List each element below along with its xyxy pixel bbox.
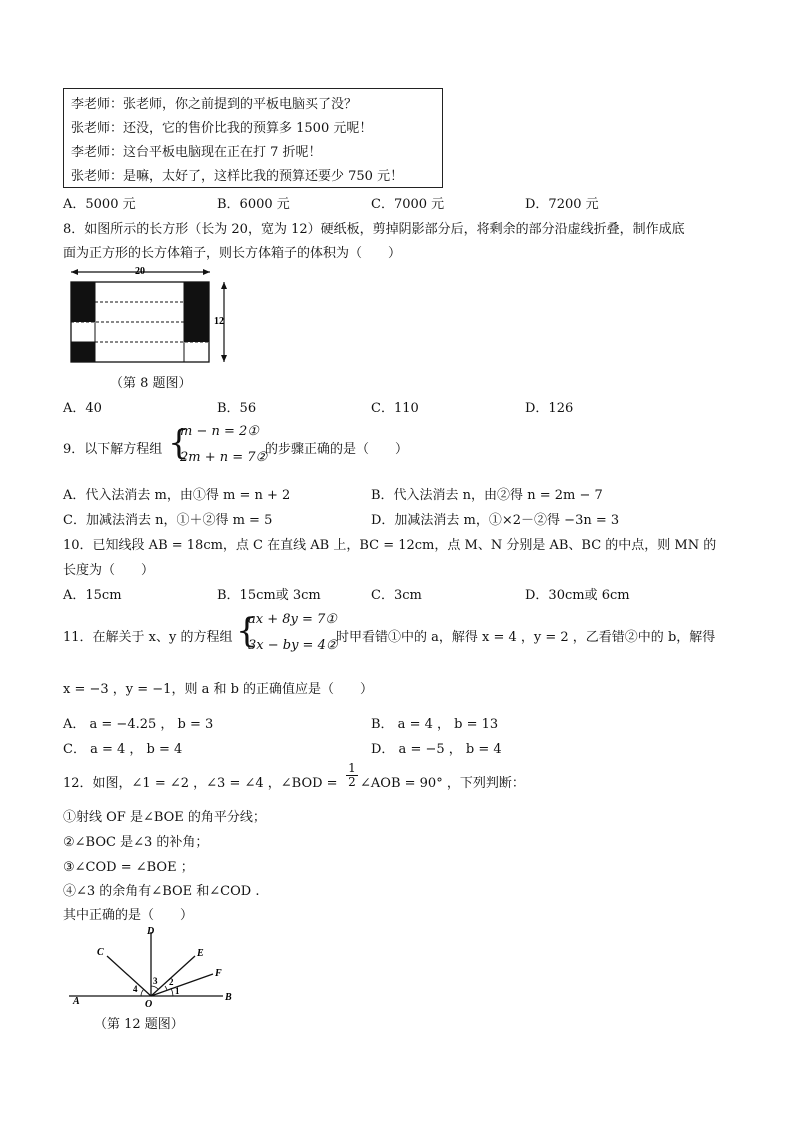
q8-figure <box>63 264 243 372</box>
q11-stem-line2: x = −3 ，y = −1，则 a 和 b 的正确值应是（ ） <box>63 682 374 697</box>
q12-figure <box>63 922 243 1016</box>
fraction <box>346 762 358 789</box>
q12-stem-prefix: 12．如图，∠1 = ∠2 ，∠3 = ∠4 ，∠BOD = <box>63 776 338 791</box>
dialog-line: 张老师：是嘛，太好了，这样比我的预算还要少 750 元！ <box>71 169 404 184</box>
label-c: C <box>97 947 104 958</box>
angle-label-4: 4 <box>133 984 138 994</box>
q10-stem-line2: 长度为（ ） <box>63 563 155 578</box>
fraction-numerator: 1 <box>348 761 356 775</box>
cut-corner <box>184 282 209 342</box>
q8-option-b: B．56 <box>217 401 257 416</box>
q8-option-d: D．126 <box>525 401 574 416</box>
q11-stem-prefix: 11．在解关于 x、y 的方程组 <box>63 630 233 645</box>
cut-corner <box>71 282 95 322</box>
dialog-line: 张老师：还没，它的售价比我的预算多 1500 元呢！ <box>71 121 373 136</box>
q8-stem-line1: 8．如图所示的长方形（长为 20，宽为 12）硬纸板，剪掉阴影部分后，将剩余的部分沿虚线折叠，制作成底 <box>63 222 685 237</box>
label-f: F <box>215 968 222 979</box>
dialog-box <box>63 88 443 188</box>
q8-stem-line2: 面为正方形的长方体箱子，则长方体箱子的体积为（ ） <box>63 246 402 261</box>
label-a: A <box>73 996 80 1007</box>
equation-brace: { <box>236 611 258 651</box>
q12-statement-2: ②∠BOC 是∠3 的补角； <box>63 835 209 850</box>
q8-figure-caption: （第 8 题图） <box>110 376 192 391</box>
q12-statement-3: ③∠COD = ∠BOE ； <box>63 860 194 875</box>
angle-label-1: 1 <box>175 986 180 996</box>
q10-option-d: D．30cm或 6cm <box>525 588 630 603</box>
q10-option-c: C．3cm <box>371 588 422 603</box>
q11-stem-suffix: 时甲看错①中的 a，解得 x = 4 ，y = 2 ，乙看错②中的 b，解得 <box>336 630 716 645</box>
ray-oc <box>107 956 151 996</box>
q7-option-d: D．7200 元 <box>525 197 599 212</box>
angle-label-3: 3 <box>153 976 158 986</box>
q11-equation-2: 3x − by = 4② <box>248 638 338 653</box>
q12-statement-1: ①射线 OF 是∠BOE 的角平分线； <box>63 810 266 825</box>
q8-option-c: C．110 <box>371 401 419 416</box>
q10-stem-line1: 10．已知线段 AB = 18cm，点 C 在直线 AB 上，BC = 12cm，点 M、N 分别是 AB、BC 的中点，则 MN 的 <box>63 538 717 553</box>
q7-option-c: C．7000 元 <box>371 197 445 212</box>
q10-option-a: A．15cm <box>63 588 122 603</box>
q12-figure-caption: （第 12 题图） <box>94 1017 184 1032</box>
fraction-denominator: 2 <box>346 775 358 789</box>
dialog-line: 李老师：张老师，你之前提到的平板电脑买了没？ <box>71 97 358 112</box>
q9-option-a: A．代入法消去 m，由①得 m = n + 2 <box>63 488 291 503</box>
q11-option-b: B． a = 4 ， b = 13 <box>371 717 499 732</box>
q9-stem-suffix: 的步骤正确的是（ ） <box>265 442 409 457</box>
dialog-line: 李老师：这台平板电脑现在正在打 7 折呢！ <box>71 145 322 160</box>
q8-option-a: A．40 <box>63 401 102 416</box>
label-e: E <box>197 948 204 959</box>
q9-equation-1: m − n = 2① <box>180 424 259 439</box>
q9-option-c: C．加减法消去 n，①＋②得 m = 5 <box>63 513 273 528</box>
ray-of <box>151 974 213 996</box>
q12-statement-4: ④∠3 的余角有∠BOE 和∠COD . <box>63 884 260 899</box>
q7-option-b: B．6000 元 <box>217 197 290 212</box>
q9-stem-prefix: 9．以下解方程组 <box>63 442 163 457</box>
angle-label-2: 2 <box>169 977 174 987</box>
equation-brace: { <box>168 423 190 463</box>
q11-option-c: C． a = 4 ， b = 4 <box>63 742 183 757</box>
q11-option-d: D． a = −5 ， b = 4 <box>371 742 502 757</box>
ray-oe <box>151 956 195 996</box>
q11-option-a: A． a = −4.25 ， b = 3 <box>63 717 214 732</box>
cut-corner <box>71 342 95 362</box>
q9-equation-2: 2m + n = 7② <box>180 450 268 465</box>
label-o: O <box>145 999 153 1010</box>
q9-option-d: D．加减法消去 m，①×2－②得 −3n = 3 <box>371 513 620 528</box>
q9-option-b: B．代入法消去 n，由②得 n = 2m − 7 <box>371 488 603 503</box>
label-d: D <box>147 926 155 937</box>
q7-option-a: A．5000 元 <box>63 197 136 212</box>
q11-equation-1: ax + 8y = 7① <box>248 612 337 627</box>
q12-question: 其中正确的是（ ） <box>63 908 194 923</box>
q12-stem-suffix: ∠AOB = 90° ，下列判断： <box>360 776 525 791</box>
label-b: B <box>225 992 232 1003</box>
q10-option-b: B．15cm或 3cm <box>217 588 321 603</box>
q8-length-label: 20 <box>135 266 145 277</box>
q8-width-label: 12 <box>214 316 224 327</box>
